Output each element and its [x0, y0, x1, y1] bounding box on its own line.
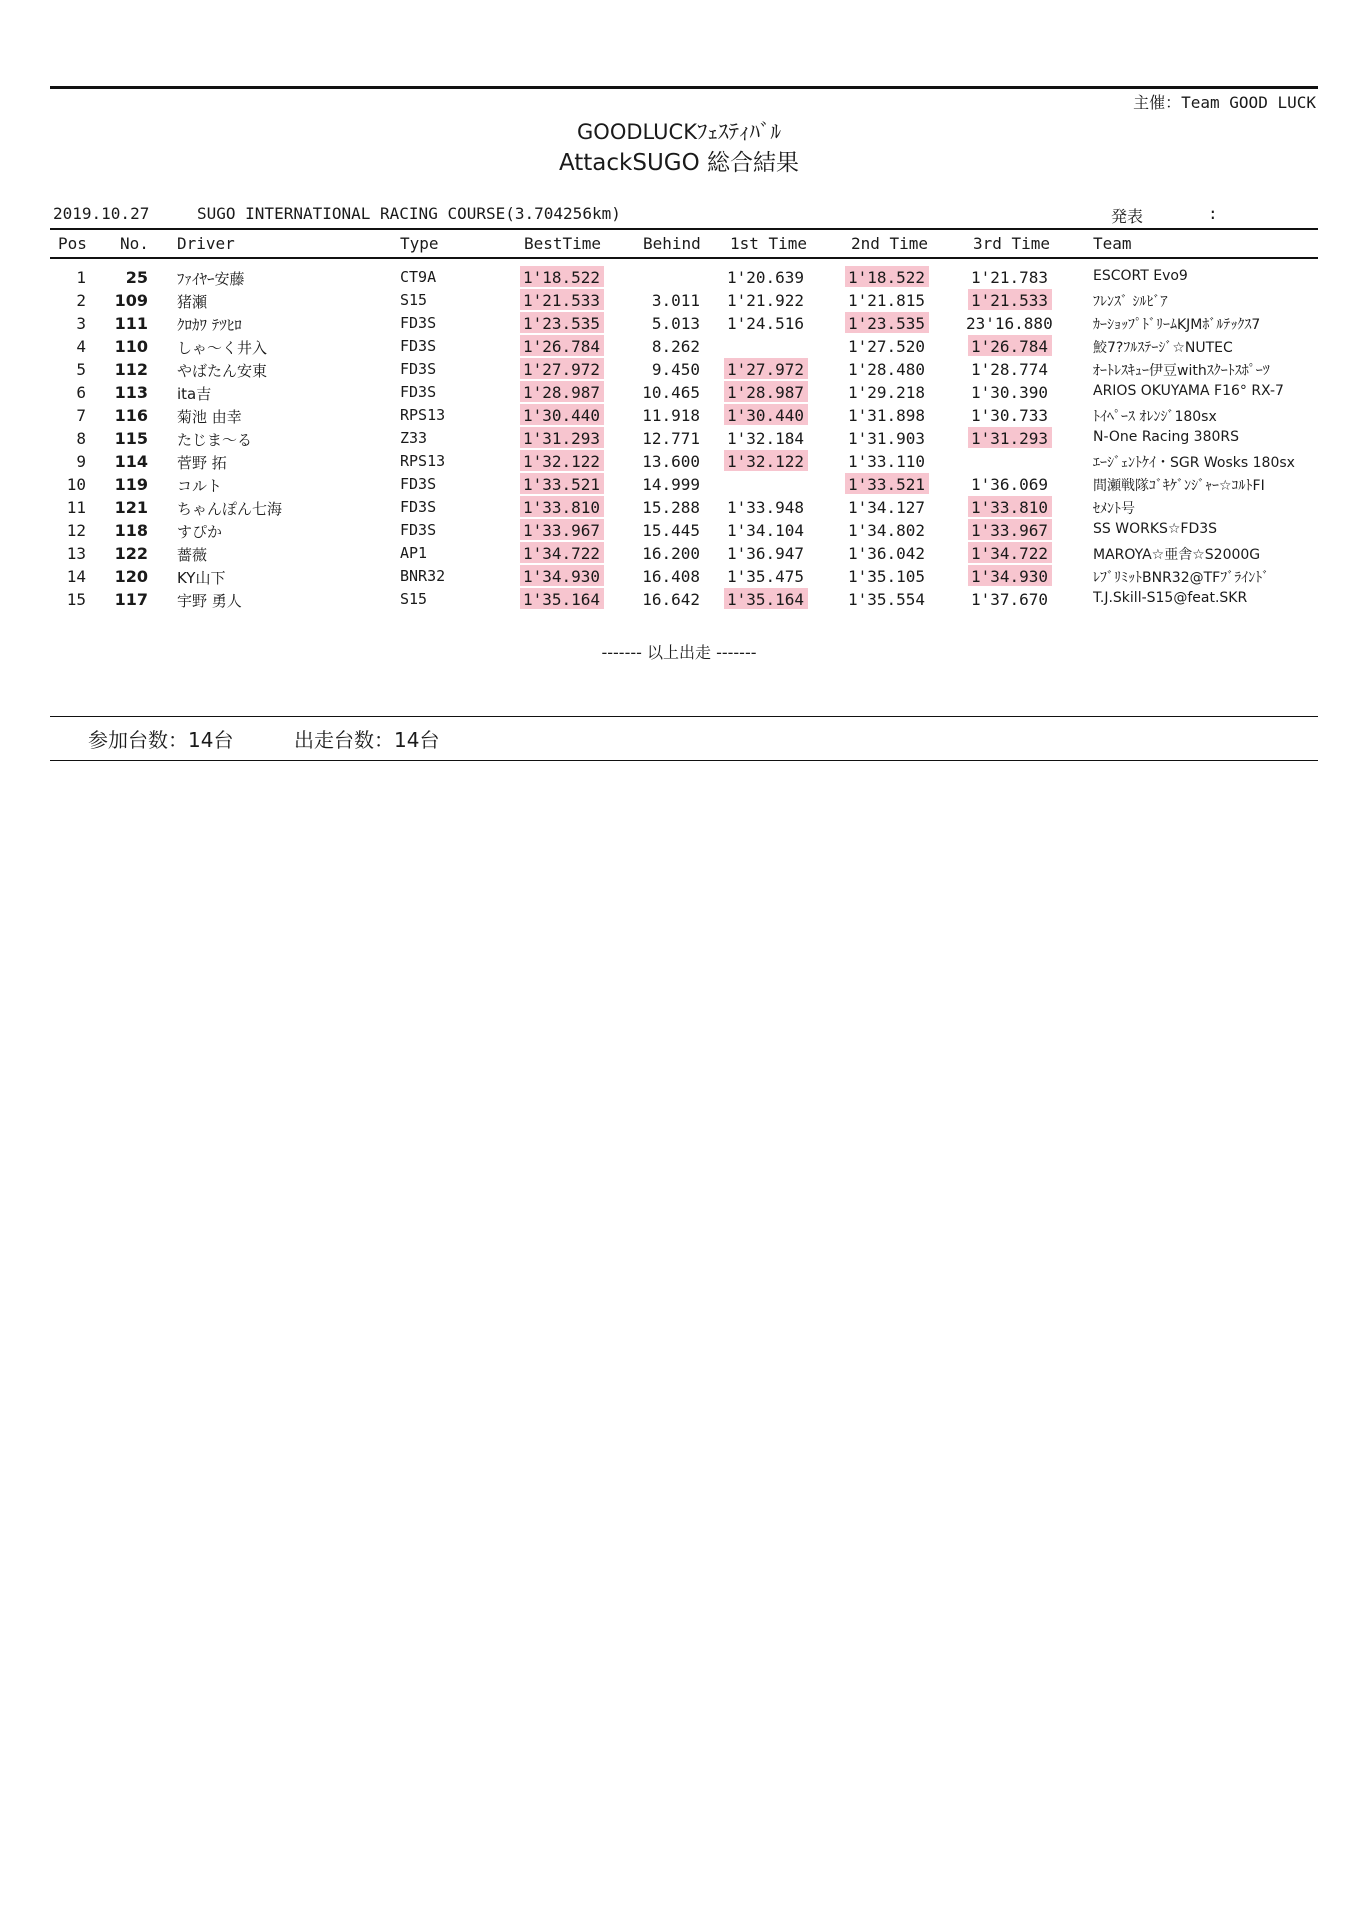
- announce-label: 発表: [1111, 207, 1144, 226]
- cell-t3: 1'36.069: [970, 475, 1048, 494]
- cell-driver: 宇野 勇人: [177, 592, 242, 610]
- cell-driver: KY山下: [177, 569, 226, 587]
- header-rule-top: [50, 228, 1318, 230]
- cell-t3: 1'31.293: [970, 429, 1048, 448]
- cell-t3: 1'21.783: [970, 268, 1048, 287]
- cell-team: N-One Racing 380RS: [1093, 429, 1240, 445]
- table-row: [0, 565, 1358, 588]
- cell-driver: コルト: [177, 477, 223, 495]
- cell-driver: やばたん安東: [177, 362, 268, 380]
- cell-t2: 1'27.520: [847, 337, 925, 356]
- header-best: BestTime: [524, 234, 602, 253]
- cell-team: ﾌﾚﾝｽﾞ ｼﾙﾋﾞｱ: [1093, 294, 1168, 310]
- cell-type: FD3S: [400, 475, 437, 493]
- cell-driver: 薔薇: [177, 546, 208, 564]
- cell-t3: 1'37.670: [970, 590, 1048, 609]
- event-title: GOODLUCKﾌｪｽﾃｨﾊﾞﾙ: [577, 120, 781, 144]
- cell-pos: 13: [66, 544, 86, 563]
- cell-pos: 14: [66, 567, 86, 586]
- cell-t3: 1'30.733: [970, 406, 1048, 425]
- cell-behind: 10.465: [642, 383, 700, 402]
- table-row: [0, 404, 1358, 427]
- header-type: Type: [400, 234, 439, 253]
- cell-behind: 13.600: [642, 452, 700, 471]
- cell-t2: 1'36.042: [847, 544, 925, 563]
- cell-type: S15: [400, 590, 428, 608]
- cell-t3: 1'33.967: [970, 521, 1048, 540]
- cell-team: T.J.Skill-S15@feat.SKR: [1093, 590, 1248, 606]
- cell-type: S15: [400, 291, 428, 309]
- cell-t1: 1'27.972: [726, 360, 804, 379]
- header-no: No.: [120, 234, 149, 253]
- course-name: SUGO INTERNATIONAL RACING COURSE(3.704256km): [197, 204, 621, 223]
- cell-type: FD3S: [400, 360, 437, 378]
- announce-colon: :: [1208, 204, 1218, 223]
- cell-no: 120: [114, 567, 148, 586]
- header-driver: Driver: [177, 234, 235, 253]
- cell-team: ｶｰｼｮｯﾌﾟﾄﾞﾘｰﾑKJMﾎﾞﾙﾃｯｸｽ7: [1093, 317, 1261, 333]
- cell-driver: たじま～る: [177, 431, 253, 449]
- cell-best: 1'26.784: [522, 337, 600, 356]
- cell-team: 間瀬戦隊ｺﾞｷｹﾞﾝｼﾞｬｰ☆ｺﾙﾄFI: [1093, 478, 1265, 494]
- cell-type: FD3S: [400, 521, 437, 539]
- cell-best: 1'30.440: [522, 406, 600, 425]
- table-row: [0, 289, 1358, 312]
- cell-team: ﾚﾌﾞﾘﾐｯﾄBNR32@TFﾌﾞﾗｲﾝﾄﾞ: [1093, 570, 1270, 586]
- organizer: 主催：Team GOOD LUCK: [1133, 93, 1316, 112]
- event-date: 2019.10.27: [53, 204, 150, 223]
- cell-t1: 1'35.164: [726, 590, 804, 609]
- cell-pos: 6: [76, 383, 86, 402]
- cell-team: 鮫7?ﾌﾙｽﾃｰｼﾞ☆NUTEC: [1093, 340, 1233, 356]
- cell-team: ｴｰｼﾞｪﾝﾄｹｲ・SGR Wosks 180sx: [1093, 455, 1295, 471]
- cell-no: 118: [114, 521, 148, 540]
- header-second: 2nd Time: [851, 234, 929, 253]
- cell-type: CT9A: [400, 268, 437, 286]
- table-row: [0, 450, 1358, 473]
- footer-rule-bottom: [50, 760, 1318, 761]
- cell-team: ARIOS OKUYAMA F16° RX-7: [1093, 383, 1284, 399]
- cell-best: 1'32.122: [522, 452, 600, 471]
- cell-t1: 1'32.122: [726, 452, 804, 471]
- cell-best: 1'33.967: [522, 521, 600, 540]
- cell-no: 117: [114, 590, 148, 609]
- cell-t3: 1'33.810: [970, 498, 1048, 517]
- cell-no: 109: [114, 291, 148, 310]
- cell-t1: 1'32.184: [726, 429, 804, 448]
- cell-t1: 1'30.440: [726, 406, 804, 425]
- cell-best: 1'28.987: [522, 383, 600, 402]
- cell-behind: 12.771: [642, 429, 700, 448]
- cell-no: 113: [114, 383, 148, 402]
- cell-t2: 1'34.802: [847, 521, 925, 540]
- cell-driver: 猪瀬: [177, 293, 208, 311]
- finished-note: ------- 以上出走 -------: [601, 643, 757, 662]
- header-rule-bottom: [50, 257, 1318, 259]
- cell-type: RPS13: [400, 406, 446, 424]
- cell-pos: 5: [76, 360, 86, 379]
- cell-behind: 15.288: [642, 498, 700, 517]
- cell-no: 110: [114, 337, 148, 356]
- cell-pos: 10: [66, 475, 86, 494]
- table-row: [0, 266, 1358, 289]
- cell-best: 1'33.810: [522, 498, 600, 517]
- cell-no: 25: [125, 268, 148, 287]
- cell-best: 1'18.522: [522, 268, 600, 287]
- cell-t3: 1'21.533: [970, 291, 1048, 310]
- cell-pos: 7: [76, 406, 86, 425]
- header-pos: Pos: [58, 234, 87, 253]
- cell-t3: 1'34.930: [970, 567, 1048, 586]
- cell-behind: 16.408: [642, 567, 700, 586]
- cell-team: MAROYA☆亜舎☆S2000G: [1093, 547, 1261, 563]
- cell-t2: 1'21.815: [847, 291, 925, 310]
- cell-type: FD3S: [400, 498, 437, 516]
- cell-pos: 4: [76, 337, 86, 356]
- cell-t1: 1'35.475: [726, 567, 804, 586]
- cell-pos: 3: [76, 314, 86, 333]
- table-row: [0, 381, 1358, 404]
- cell-t1: 1'33.948: [726, 498, 804, 517]
- cell-type: FD3S: [400, 314, 437, 332]
- cell-pos: 1: [76, 268, 86, 287]
- table-row: [0, 358, 1358, 381]
- cell-t2: 1'23.535: [847, 314, 925, 333]
- cell-pos: 11: [66, 498, 86, 517]
- cell-pos: 9: [76, 452, 86, 471]
- cell-no: 121: [114, 498, 148, 517]
- cell-t3: 1'28.774: [970, 360, 1048, 379]
- cell-pos: 2: [76, 291, 86, 310]
- cell-team: SS WORKS☆FD3S: [1093, 521, 1218, 537]
- cell-driver: 菅野 拓: [177, 454, 227, 472]
- cell-type: Z33: [400, 429, 428, 447]
- cell-t2: 1'33.110: [847, 452, 925, 471]
- cell-team: ESCORT Evo9: [1093, 268, 1188, 284]
- footer-rule-top: [50, 716, 1318, 717]
- cell-t3: 23'16.880: [966, 314, 1053, 333]
- cell-team: ﾄｲﾍﾟｰｽ ｵﾚﾝｼﾞ180sx: [1093, 409, 1217, 425]
- cell-type: BNR32: [400, 567, 446, 585]
- cell-team: ｾﾒﾝﾄ号: [1093, 501, 1135, 517]
- cell-t2: 1'35.105: [847, 567, 925, 586]
- top-rule: [50, 86, 1318, 89]
- cell-driver: ﾌｧｲﾔｰ安藤: [177, 270, 245, 288]
- cell-no: 115: [114, 429, 148, 448]
- cell-behind: 16.200: [642, 544, 700, 563]
- cell-t2: 1'28.480: [847, 360, 925, 379]
- cell-t2: 1'31.898: [847, 406, 925, 425]
- cell-driver: ita吉: [177, 385, 212, 403]
- cell-behind: 9.450: [651, 360, 700, 379]
- header-third: 3rd Time: [973, 234, 1051, 253]
- cell-behind: 16.642: [642, 590, 700, 609]
- cell-behind: 3.011: [651, 291, 700, 310]
- cell-t1: 1'28.987: [726, 383, 804, 402]
- header-team: Team: [1093, 234, 1132, 253]
- table-row: [0, 427, 1358, 450]
- header-first: 1st Time: [730, 234, 808, 253]
- cell-best: 1'27.972: [522, 360, 600, 379]
- cell-driver: すぴか: [177, 523, 223, 541]
- cell-driver: ｸﾛｶﾜ ﾃﾂﾋﾛ: [177, 316, 242, 334]
- cell-pos: 15: [66, 590, 86, 609]
- cell-t1: 1'36.947: [726, 544, 804, 563]
- cell-behind: 11.918: [642, 406, 700, 425]
- cell-t2: 1'31.903: [847, 429, 925, 448]
- cell-t1: 1'21.922: [726, 291, 804, 310]
- cell-no: 111: [114, 314, 148, 333]
- cell-t3: 1'30.390: [970, 383, 1048, 402]
- cell-best: 1'21.533: [522, 291, 600, 310]
- cell-best: 1'34.930: [522, 567, 600, 586]
- cell-pos: 8: [76, 429, 86, 448]
- table-row: [0, 312, 1358, 335]
- entries-count: 参加台数：14台: [88, 728, 234, 752]
- table-row: [0, 496, 1358, 519]
- cell-t2: 1'18.522: [847, 268, 925, 287]
- cell-driver: ちゃんぽん七海: [177, 500, 283, 518]
- cell-behind: 8.262: [651, 337, 700, 356]
- header-behind: Behind: [643, 234, 701, 253]
- table-row: [0, 542, 1358, 565]
- cell-no: 122: [114, 544, 148, 563]
- cell-no: 119: [114, 475, 148, 494]
- cell-best: 1'31.293: [522, 429, 600, 448]
- cell-t1: 1'20.639: [726, 268, 804, 287]
- cell-best: 1'33.521: [522, 475, 600, 494]
- cell-t2: 1'34.127: [847, 498, 925, 517]
- cell-type: FD3S: [400, 383, 437, 401]
- cell-driver: 菊池 由幸: [177, 408, 242, 426]
- cell-type: AP1: [400, 544, 428, 562]
- table-row: [0, 335, 1358, 358]
- cell-t2: 1'33.521: [847, 475, 925, 494]
- cell-type: FD3S: [400, 337, 437, 355]
- cell-behind: 14.999: [642, 475, 700, 494]
- results-title: AttackSUGO 総合結果: [558, 150, 800, 176]
- cell-t1: 1'24.516: [726, 314, 804, 333]
- cell-behind: 5.013: [651, 314, 700, 333]
- cell-best: 1'34.722: [522, 544, 600, 563]
- cell-t2: 1'35.554: [847, 590, 925, 609]
- cell-team: ｵｰﾄﾚｽｷｭｰ伊豆withｽｸｰﾄｽﾎﾟｰﾂ: [1093, 363, 1270, 379]
- table-row: [0, 588, 1358, 611]
- table-row: [0, 473, 1358, 496]
- cell-best: 1'23.535: [522, 314, 600, 333]
- cell-no: 116: [114, 406, 148, 425]
- cell-type: RPS13: [400, 452, 446, 470]
- table-row: [0, 519, 1358, 542]
- cell-t3: 1'34.722: [970, 544, 1048, 563]
- cell-t2: 1'29.218: [847, 383, 925, 402]
- cell-t3: 1'26.784: [970, 337, 1048, 356]
- cell-pos: 12: [66, 521, 86, 540]
- cell-behind: 15.445: [642, 521, 700, 540]
- cell-best: 1'35.164: [522, 590, 600, 609]
- cell-t1: 1'34.104: [726, 521, 804, 540]
- cell-no: 112: [114, 360, 148, 379]
- starters-count: 出走台数：14台: [294, 728, 440, 752]
- cell-no: 114: [114, 452, 148, 471]
- cell-driver: しゃ～く井入: [177, 339, 268, 357]
